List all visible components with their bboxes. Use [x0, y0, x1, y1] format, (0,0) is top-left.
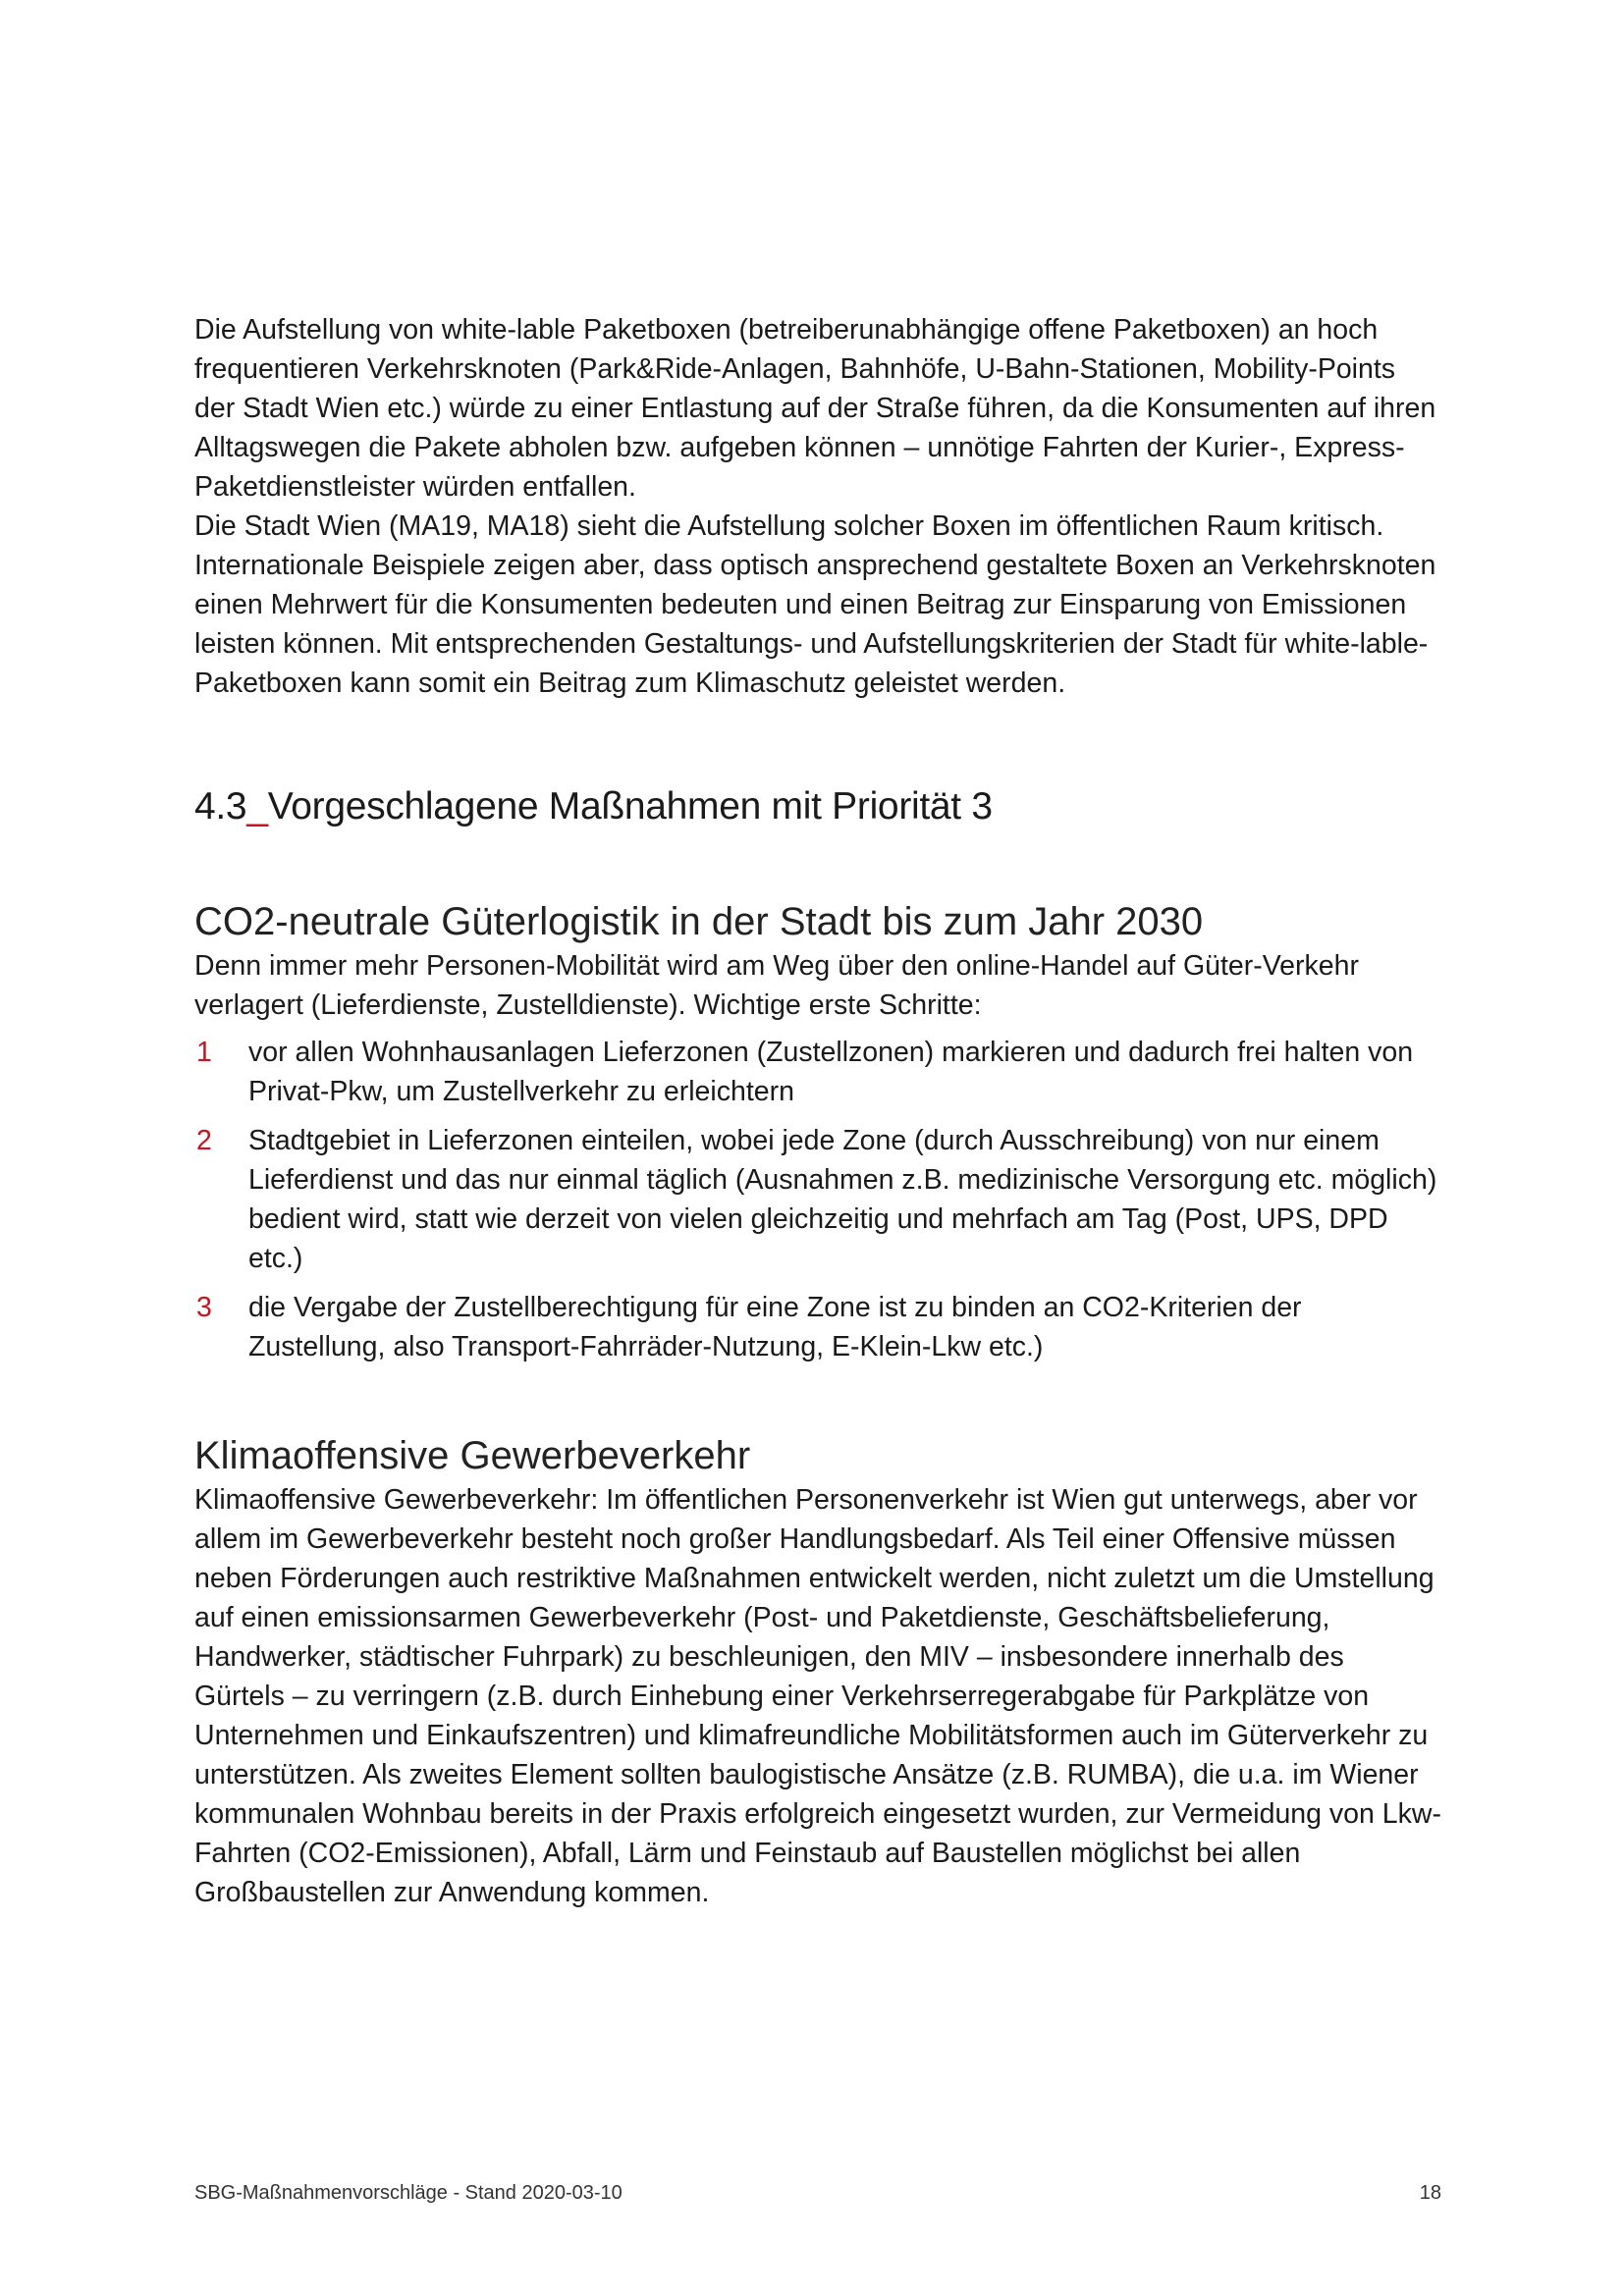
section-separator: _: [246, 785, 268, 828]
paragraph-stadt-wien: Die Stadt Wien (MA19, MA18) sieht die Aufstellung solcher Boxen im öffentlichen Raum kritisch. Internationale Beispiele zeigen aber, dass optisch ansprechend gestaltete Boxen an Verkehrsknoten einen Mehrwert für die Konsumenten bedeuten und einen Beitrag zur Einsparung von Emissionen leisten können. Mit entsprechenden Gestaltungs- und Aufstellungskriterien der Stadt für white-lable-Paketboxen kann somit ein Beitrag zum Klimaschutz geleistet werden.: [194, 510, 1436, 699]
subheading-co2-gueterlogistik: CO2-neutrale Güterlogistik in der Stadt bis zum Jahr 2030: [194, 900, 1204, 943]
list-item-text: vor allen Wohnhausanlagen Lieferzonen (Zustellzonen) markieren und dadurch frei halten von Privat-Pkw, um Zustellverkehr zu erleichtern: [248, 1037, 1414, 1107]
section-heading: [194, 783, 1441, 830]
list-item-number: 3: [196, 1292, 212, 1323]
page-content: [194, 310, 1441, 1912]
paragraph-intro: Denn immer mehr Personen-Mobilität wird am Weg über den online-Handel auf Güter-Verkehr verlagert (Lieferdienste, Zustelldienste). Wichtige erste Schritte:: [194, 950, 1359, 1021]
list-item-text: Stadtgebiet in Lieferzonen einteilen, wobei jede Zone (durch Ausschreibung) von nur einem Lieferdienst und das nur einmal täglich (Ausnahmen z.B. medizinische Versorgung etc. möglich) bedient wird, statt wie derzeit von vielen gleichzeitig und mehrfach am Tag (Post, UPS, DPD etc.): [248, 1125, 1437, 1274]
page-number: 18: [1419, 2182, 1441, 2204]
subheading-klimaoffensive: Klimaoffensive Gewerbeverkehr: [194, 1434, 751, 1477]
paragraph-gewerbeverkehr: Klimaoffensive Gewerbeverkehr: Im öffentlichen Personenverkehr ist Wien gut unterwegs, aber vor allem im Gewerbeverkehr besteht noch großer Handlungsbedarf. Als Teil einer Offensive müssen neben Förderungen auch restriktive Maßnahmen entwickelt werden, nicht zuletzt um die Umstellung auf einen emissionsarmen Gewerbeverkehr (Post- und Paketdienste, Geschäftsbelieferung, Handwerker, städtischer Fuhrpark) zu beschleunigen, den MIV – insbesondere innerhalb des Gürtels – zu verringern (z.B. durch Einhebung einer Verkehrserregerabgabe für Parkplätze von Unternehmen und Einkaufszentren) und klimafreundliche Mobilitätsformen auch im Güterverkehr zu unterstützen. Als zweites Element sollten baulogistische Ansätze (z.B. RUMBA), die u.a. im Wiener kommunalen Wohnbau bereits in der Praxis erfolgreich eingesetzt wurden, zur Vermeidung von Lkw-Fahrten (CO2-Emissionen), Abfall, Lärm und Feinstaub auf Baustellen möglichst bei allen Großbaustellen zur Anwendung kommen.: [194, 1484, 1441, 1908]
footer-document-title: SBG-Maßnahmenvorschläge - Stand 2020-03-10: [194, 2182, 623, 2204]
list-item-number: 2: [196, 1125, 212, 1156]
section-number: 4.3: [194, 785, 247, 828]
paragraph-paketboxen: Die Aufstellung von white-lable Paketboxen (betreiberunabhängige offene Paketboxen) an hoch frequentieren Verkehrsknoten (Park&Ride-Anlagen, Bahnhöfe, U-Bahn-Stationen, Mobility-Points der Stadt Wien etc.) würde zu einer Entlastung auf der Straße führen, da die Konsumenten auf ihren Alltagswegen die Pakete abholen bzw. aufgeben können – unnötige Fahrten der Kurier-, Express-Paketdienstleister würden entfallen.: [194, 314, 1436, 503]
list-item: [194, 1033, 1441, 1111]
list-item: [194, 1121, 1441, 1278]
list-item-text: die Vergabe der Zustellberechtigung für eine Zone ist zu binden an CO2-Kriterien der Zustellung, also Transport-Fahrräder-Nutzung, E-Klein-Lkw etc.): [248, 1292, 1302, 1362]
list-item: [194, 1288, 1441, 1366]
section-title: Vorgeschlagene Maßnahmen mit Priorität 3: [267, 785, 993, 828]
steps-list: [194, 1033, 1441, 1366]
list-item-number: 1: [196, 1037, 212, 1068]
